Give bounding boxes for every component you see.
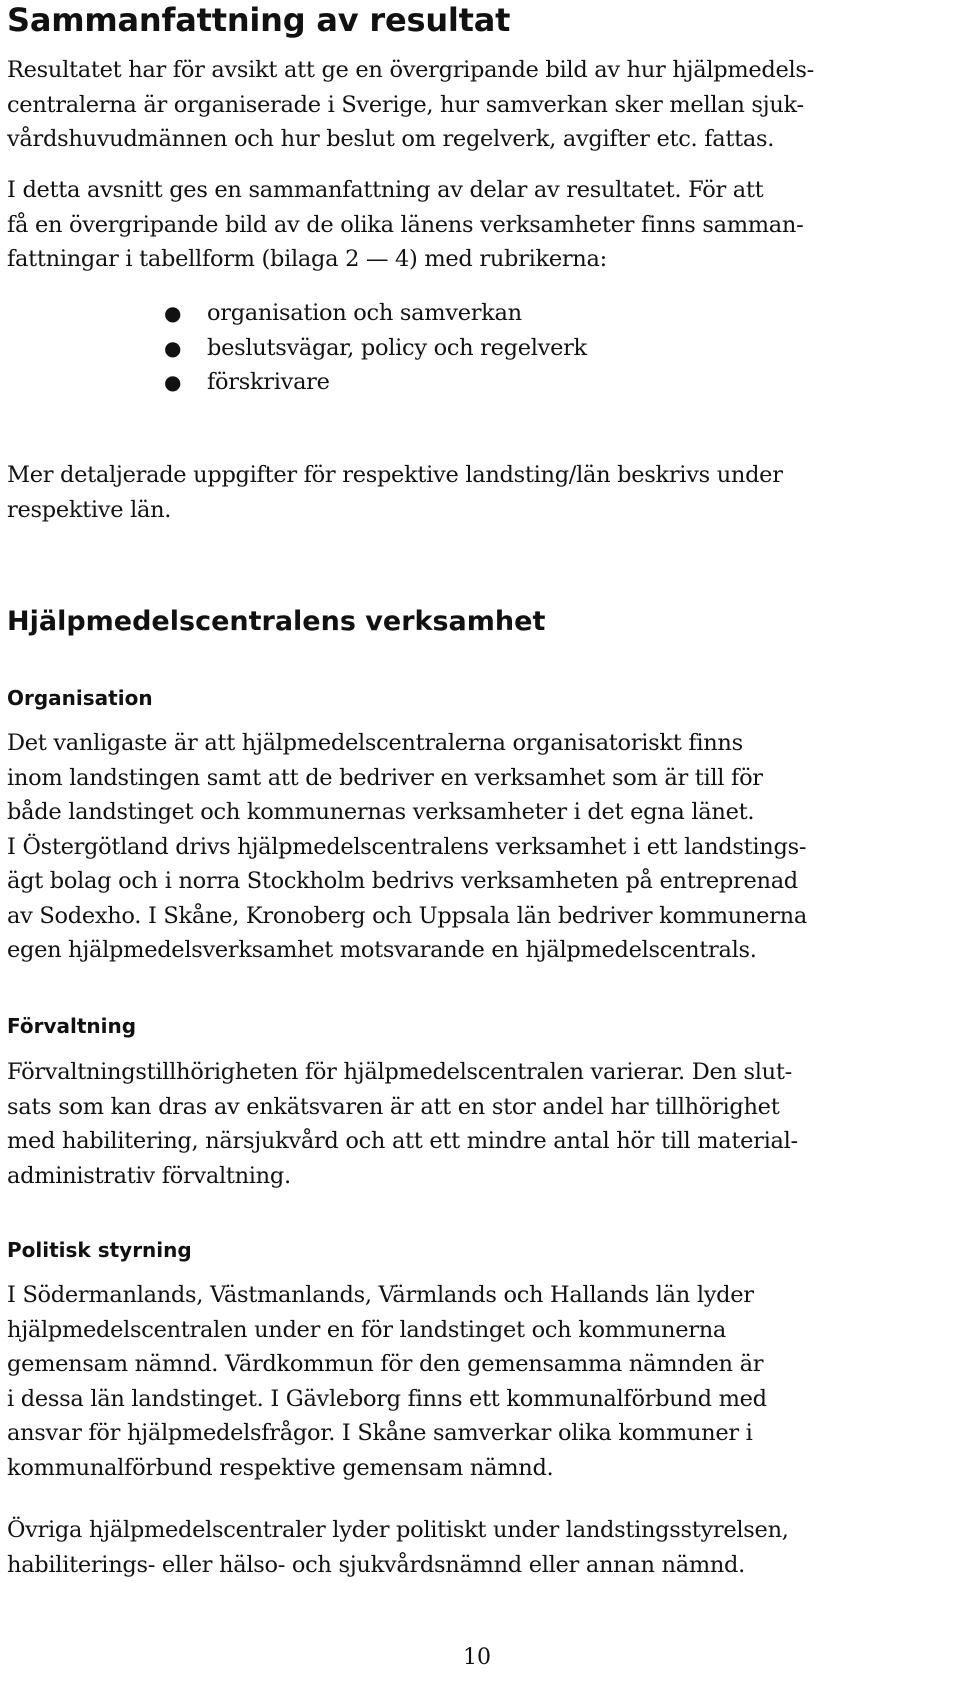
list-item-text: förskrivare (207, 369, 330, 395)
subheading-organisation: Organisation (7, 686, 153, 710)
section-title-verksamhet: Hjälpmedelscentralens verksamhet (7, 606, 546, 637)
page-number: 10 (463, 1645, 491, 1670)
bullet-icon: ● (164, 301, 182, 325)
list-item (7, 296, 947, 331)
list-item-text: organisation och samverkan (207, 300, 522, 326)
list-item (7, 365, 947, 400)
organisation-paragraph: Det vanligaste är att hjälpmedelscentralerna organisatoriskt finns inom landstingen samt att de bedriver en verksamhet som är till för både landstinget och kommunernas verksamheter i det egna länet. I Östergötland drivs hjälpmedelscentralens verksamhet i ett landstings- ägt bolag och i norra Stockholm bedrivs verksamheten på entreprenad av Sodexho. I Skåne, Kronoberg och Uppsala län bedriver kommunerna egen hjälpmedelsverksamhet motsvarande en hjälpmedelscentrals. (7, 730, 807, 963)
forvaltning-paragraph: Förvaltningstillhörigheten för hjälpmedelscentralen varierar. Den slut- sats som kan dras av enkätsvaren är att en stor andel har tillhörighet med habilitering, närsjukvård och att ett mindre antal hör till material- administrativ förvaltning. (7, 1059, 798, 1189)
politisk-paragraph-1: I Södermanlands, Västmanlands, Värmlands och Hallands län lyder hjälpmedelscentralen under en för landstinget och kommunerna gemensam nämnd. Värdkommun för den gemensamma nämnden är i dessa län landstinget. I Gävleborg finns ett kommunalförbund med ansvar för hjälpmedelsfrågor. I Skåne samverkar olika kommuner i kommunalförbund respektive gemensam nämnd. (7, 1282, 767, 1481)
bullet-icon: ● (164, 370, 182, 394)
summary-paragraph-1: Resultatet har för avsikt att ge en övergripande bild av hur hjälpmedels- centralerna är organiserade i Sverige, hur samverkan sker mellan sjuk- vårdshuvudmännen och hur beslut om regelverk, avgifter etc. fattas. (7, 57, 814, 152)
rubric-list (7, 296, 947, 400)
summary-paragraph-2: I detta avsnitt ges en sammanfattning av delar av resultatet. För att få en övergripande bild av de olika länens verksamheter finns samman- fattningar i tabellform (bilaga 2 — 4) med rubrikerna: (7, 177, 804, 272)
subheading-politisk-styrning: Politisk styrning (7, 1238, 192, 1262)
summary-paragraph-3: Mer detaljerade uppgifter för respektive landsting/län beskrivs under respektive län. (7, 462, 783, 523)
list-item-text: beslutsvägar, policy och regelverk (207, 334, 587, 361)
bullet-icon: ● (164, 335, 182, 360)
section-title-summary: Sammanfattning av resultat (7, 1, 511, 39)
politisk-paragraph-2: Övriga hjälpmedelscentraler lyder politiskt under landstingsstyrelsen, habiliterings- eller hälso- och sjukvårdsnämnd eller annan nämnd. (7, 1517, 789, 1578)
list-item (7, 331, 947, 366)
subheading-forvaltning: Förvaltning (7, 1014, 137, 1038)
